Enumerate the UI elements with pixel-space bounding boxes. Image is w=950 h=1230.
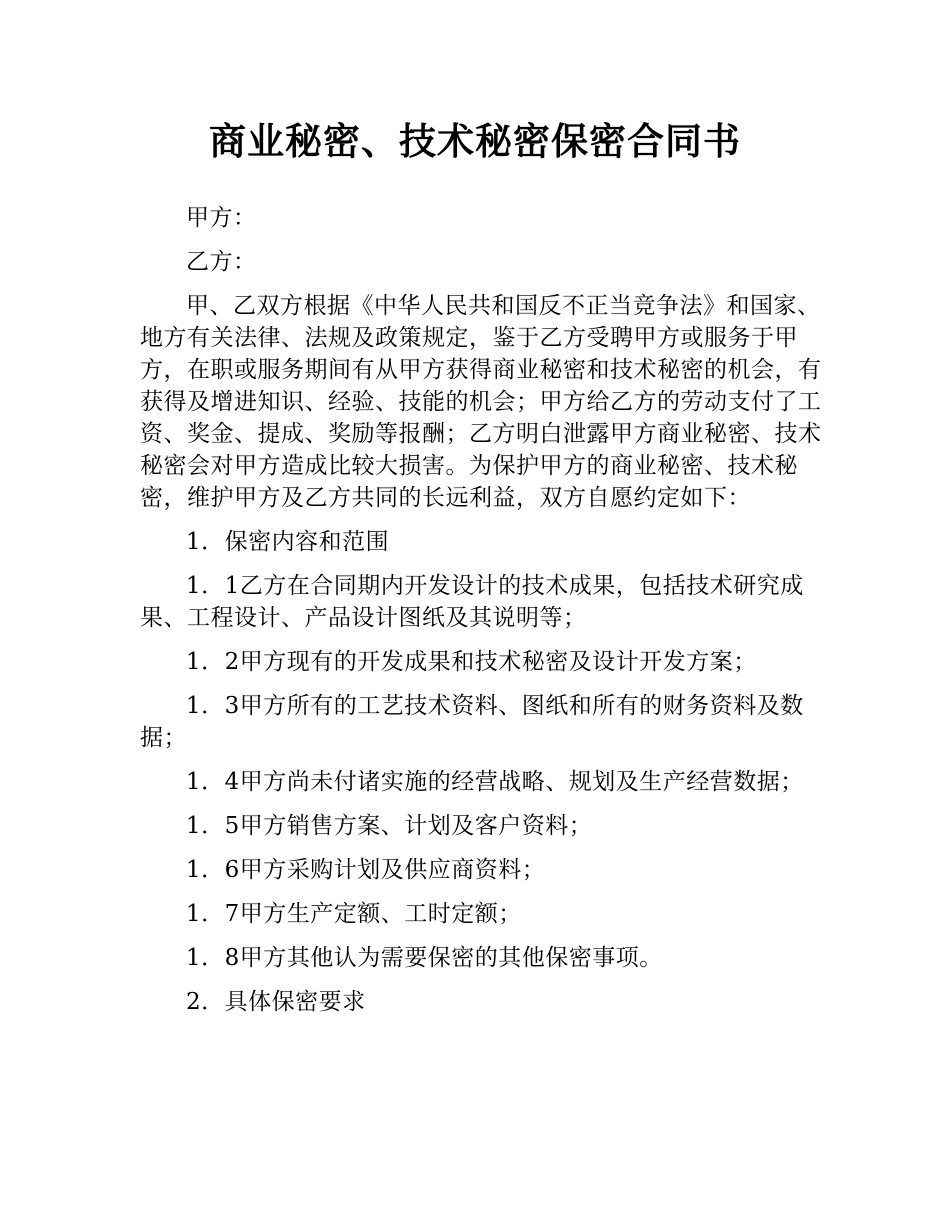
clause-1-8: 1．8甲方其他认为需要保密的其他保密事项。 (186, 945, 663, 971)
party-a-line: 甲方： (186, 205, 257, 231)
clause-1-1: 1．1乙方在合同期内开发设计的技术成果，包括技术研究成果、工程设计、产品设计图纸及其说明等； (140, 573, 804, 631)
document-title: 商业秘密、技术秘密保密合同书 (209, 120, 741, 163)
clause-1-3: 1．3甲方所有的工艺技术资料、图纸和所有的财务资料及数据； (140, 693, 804, 751)
clause-1-2: 1．2甲方现有的开发成果和技术秘密及设计开发方案； (186, 649, 757, 675)
clause-1-5: 1．5甲方销售方案、计划及客户资料； (186, 813, 593, 839)
preamble-paragraph: 甲、乙双方根据《中华人民共和国反不正当竞争法》和国家、地方有关法律、法规及政策规定，鉴于乙方受聘甲方或服务于甲方，在职或服务期间有从甲方获得商业秘密和技术秘密的机会，有获得及增进知识、经验、技能的机会；甲方给乙方的劳动支付了工资、奖金、提成、奖励等报酬；乙方明白泄露甲方商业秘密、技术秘密会对甲方造成比较大损害。为保护甲方的商业秘密、技术秘密，维护甲方及乙方共同的长远利益，双方自愿约定如下： (140, 293, 822, 511)
document-body (140, 202, 830, 1030)
clause-1-7: 1．7甲方生产定额、工时定额； (186, 901, 522, 927)
clause-1-6: 1．6甲方采购计划及供应商资料； (186, 857, 546, 883)
section-heading-2: 2．具体保密要求 (186, 989, 366, 1015)
party-b-line: 乙方： (186, 249, 257, 275)
clause-1-4: 1．4甲方尚未付诸实施的经营战略、规划及生产经营数据； (186, 769, 804, 795)
section-heading-1: 1．保密内容和范围 (186, 529, 390, 555)
